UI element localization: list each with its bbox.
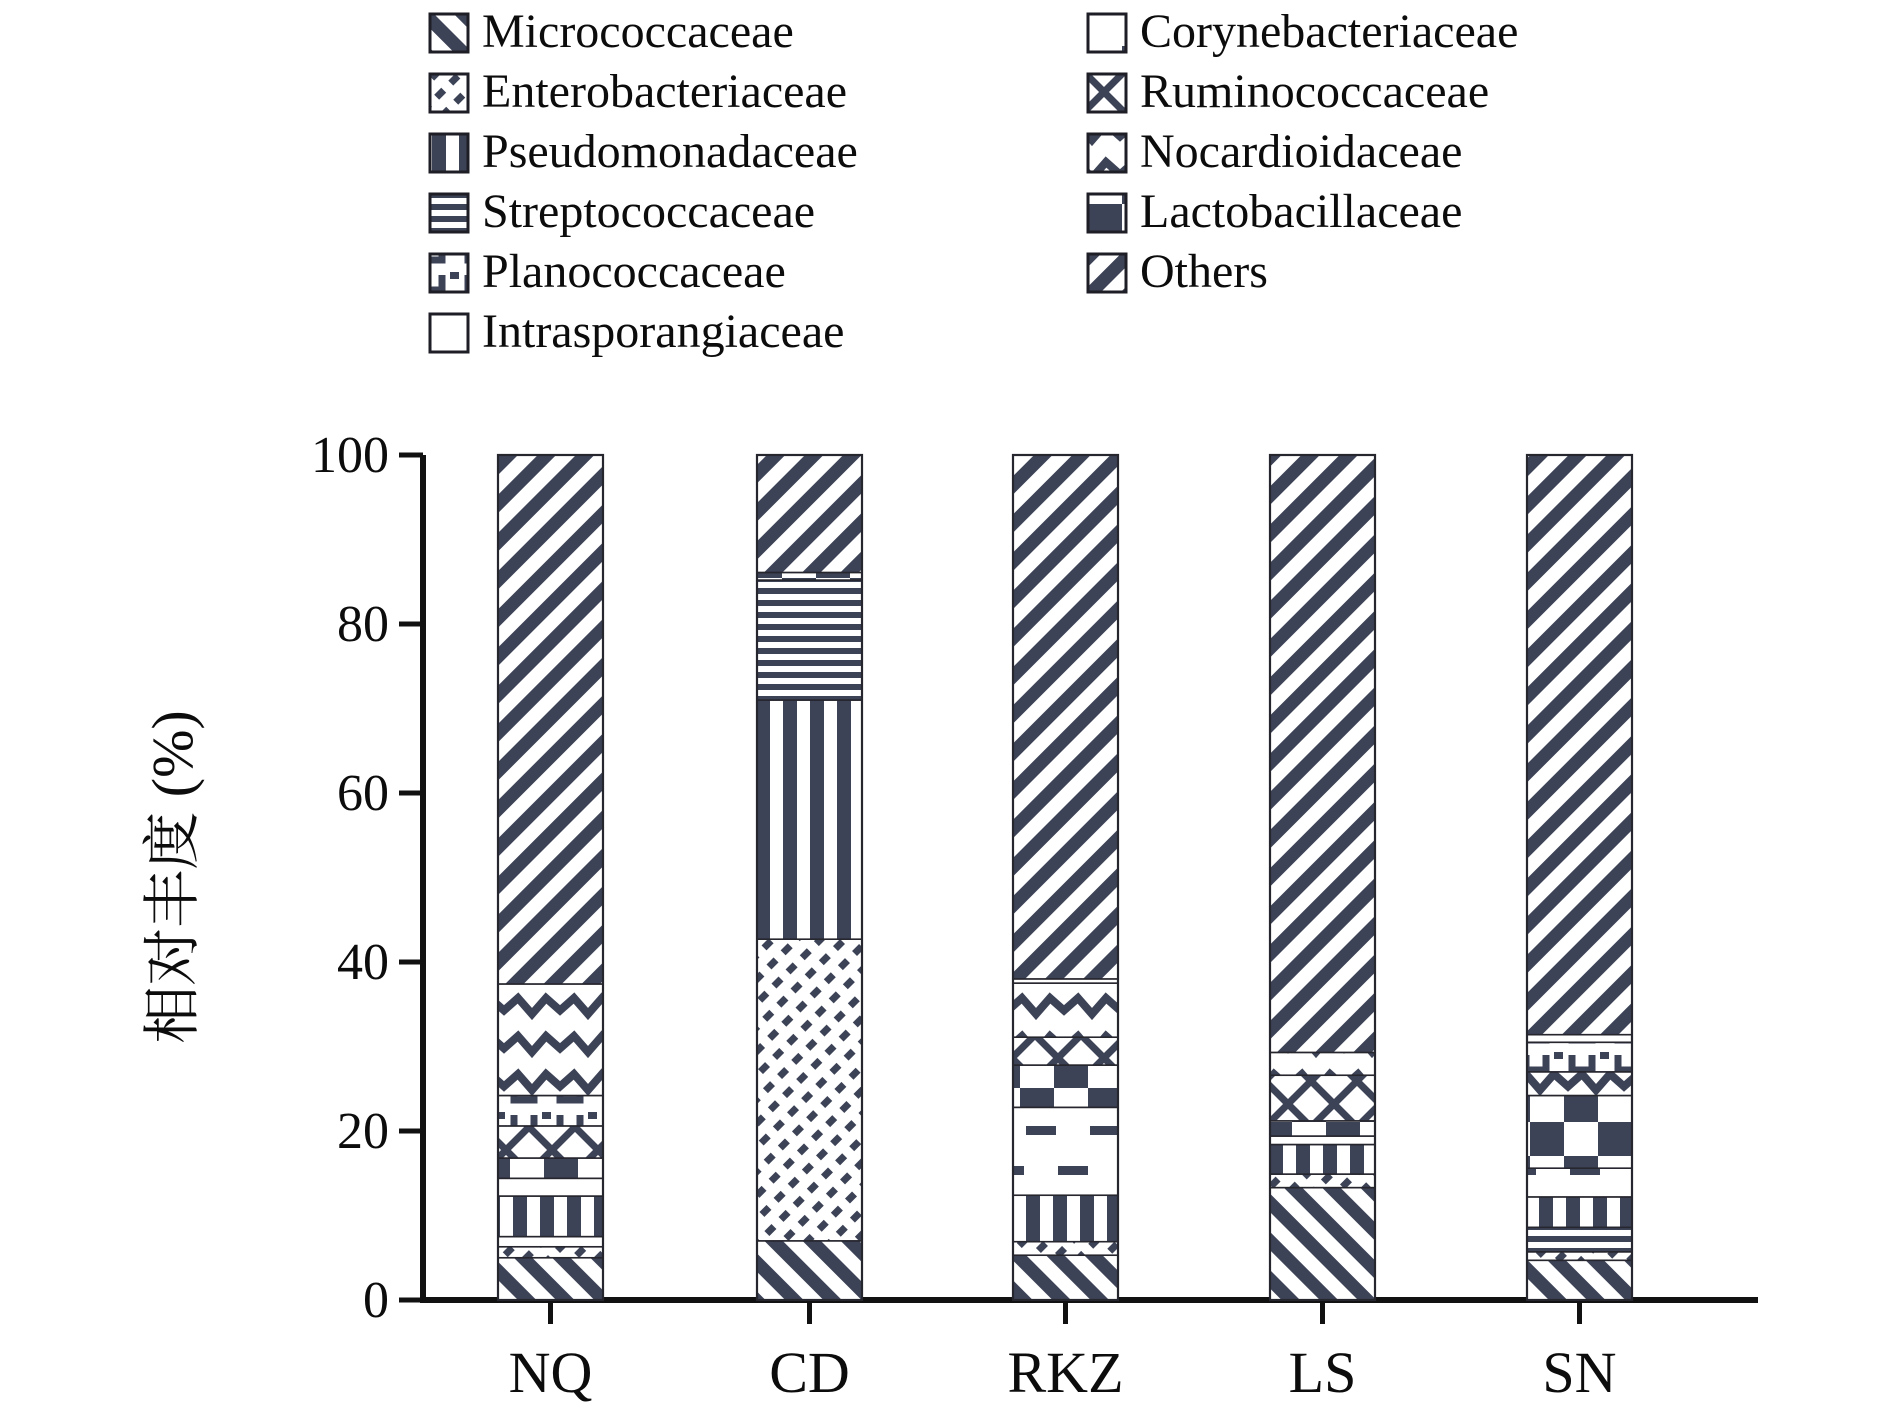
bar-segment-ls-lactobacillaceae xyxy=(1270,1121,1375,1136)
bar-segment-nq-ruminococcaceae xyxy=(498,1126,603,1158)
legend-swatch-plain xyxy=(430,314,468,352)
bar-segment-sn-pseudomonadaceae xyxy=(1527,1197,1632,1227)
bar-segment-sn-others xyxy=(1527,455,1632,1035)
bar-segment-sn-intrasporangiaceae xyxy=(1527,1035,1632,1043)
x-tick-label-rkz: RKZ xyxy=(1007,1340,1124,1405)
bar-segment-rkz-enterobacteriaceae xyxy=(1013,1242,1118,1256)
bar-segment-rkz-pseudomonadaceae xyxy=(1013,1195,1118,1241)
axis-labels xyxy=(140,427,1617,1405)
legend-swatch-hbars xyxy=(430,194,468,232)
bar-segment-cd-others xyxy=(757,455,862,572)
bars xyxy=(498,455,1632,1300)
bar-segment-sn-lactobacillaceae xyxy=(1527,1096,1632,1169)
legend-label-micrococcaceae: Micrococcaceae xyxy=(482,5,794,58)
bar-segment-nq-pseudomonadaceae xyxy=(498,1196,603,1237)
bar-segment-nq-nocardioidaceae xyxy=(498,984,603,1096)
bar-segment-sn-streptococcaceae xyxy=(1527,1227,1632,1252)
bar-segment-ls-ruminococcaceae xyxy=(1270,1075,1375,1121)
y-tick-label: 80 xyxy=(337,596,389,653)
legend-swatch-vbars xyxy=(430,134,468,172)
legend-label-others: Others xyxy=(1140,245,1268,298)
bar-segment-ls-corynebacteriaceae xyxy=(1270,1136,1375,1144)
legend-label-streptococcaceae: Streptococcaceae xyxy=(482,185,816,238)
legend-swatch-xhatch xyxy=(1088,74,1126,112)
bar-segment-sn-micrococcaceae xyxy=(1527,1260,1632,1300)
legend-swatch-zigzag xyxy=(1088,134,1126,172)
y-tick-label: 0 xyxy=(363,1272,389,1329)
bar-segment-sn-enterobacteriaceae xyxy=(1527,1252,1632,1260)
bar-segment-ls-nocardioidaceae xyxy=(1270,1052,1375,1075)
legend-swatch-diag-down xyxy=(430,14,468,52)
legend-swatch-diag-dots xyxy=(430,74,468,112)
bar-segment-rkz-lactobacillaceae xyxy=(1013,1065,1118,1107)
bar-segment-nq-enterobacteriaceae xyxy=(498,1247,603,1258)
legend-swatch-diag-up xyxy=(1088,254,1126,292)
bar-segment-sn-corynebacteriaceae xyxy=(1527,1168,1632,1197)
bar-segment-nq-intrasporangiaceae xyxy=(498,1237,603,1247)
bar-segment-rkz-others xyxy=(1013,455,1118,979)
bar-segment-cd-enterobacteriaceae xyxy=(757,939,862,1241)
bar-segment-cd-pseudomonadaceae xyxy=(757,700,862,939)
x-tick-label-ls: LS xyxy=(1288,1340,1357,1405)
x-tick-label-sn: SN xyxy=(1542,1340,1617,1405)
legend-label-intrasporangiaceae: Intrasporangiaceae xyxy=(482,305,845,358)
legend-label-lactobacillaceae: Lactobacillaceae xyxy=(1140,185,1463,238)
legend xyxy=(430,5,1518,358)
bar-segment-rkz-micrococcaceae xyxy=(1013,1255,1118,1300)
y-tick-label: 100 xyxy=(311,427,389,484)
legend-label-ruminococcaceae: Ruminococcaceae xyxy=(1140,65,1490,118)
legend-swatch-ubracket xyxy=(430,254,468,292)
legend-swatch-checker xyxy=(1088,194,1126,232)
bar-segment-rkz-ruminococcaceae xyxy=(1013,1037,1118,1065)
bar-segment-sn-nocardioidaceae xyxy=(1527,1072,1632,1096)
bar-segment-ls-enterobacteriaceae xyxy=(1270,1174,1375,1188)
bar-segment-sn-planococcaceae xyxy=(1527,1042,1632,1072)
bar-segment-cd-streptococcaceae xyxy=(757,580,862,700)
legend-label-nocardioidaceae: Nocardioidaceae xyxy=(1140,125,1463,178)
y-axis-title: 相对丰度 (%) xyxy=(140,710,205,1044)
legend-label-enterobacteriaceae: Enterobacteriaceae xyxy=(482,65,848,118)
bar-segment-ls-micrococcaceae xyxy=(1270,1188,1375,1300)
bar-segment-nq-lactobacillaceae xyxy=(498,1158,603,1178)
y-tick-label: 60 xyxy=(337,765,389,822)
bar-segment-nq-corynebacteriaceae xyxy=(498,1178,603,1196)
y-tick-label: 40 xyxy=(337,934,389,991)
x-tick-label-nq: NQ xyxy=(508,1340,593,1405)
legend-label-corynebacteriaceae: Corynebacteriaceae xyxy=(1140,5,1519,58)
bar-segment-ls-pseudomonadaceae xyxy=(1270,1145,1375,1175)
legend-label-pseudomonadaceae: Pseudomonadaceae xyxy=(482,125,858,178)
legend-swatch-hdash xyxy=(1088,14,1126,52)
bar-segment-rkz-corynebacteriaceae xyxy=(1013,1107,1118,1195)
bar-segment-cd-micrococcaceae xyxy=(757,1241,862,1300)
bar-segment-nq-planococcaceae xyxy=(498,1096,603,1126)
bar-segment-ls-others xyxy=(1270,455,1375,1052)
y-tick-label: 20 xyxy=(337,1103,389,1160)
x-tick-label-cd: CD xyxy=(769,1340,850,1405)
bar-segment-nq-others xyxy=(498,455,603,984)
bar-segment-cd-lactobacillaceae xyxy=(757,572,862,580)
bar-segment-rkz-nocardioidaceae xyxy=(1013,983,1118,1037)
legend-label-planococcaceae: Planococcaceae xyxy=(482,245,786,298)
bar-segment-nq-micrococcaceae xyxy=(498,1258,603,1300)
